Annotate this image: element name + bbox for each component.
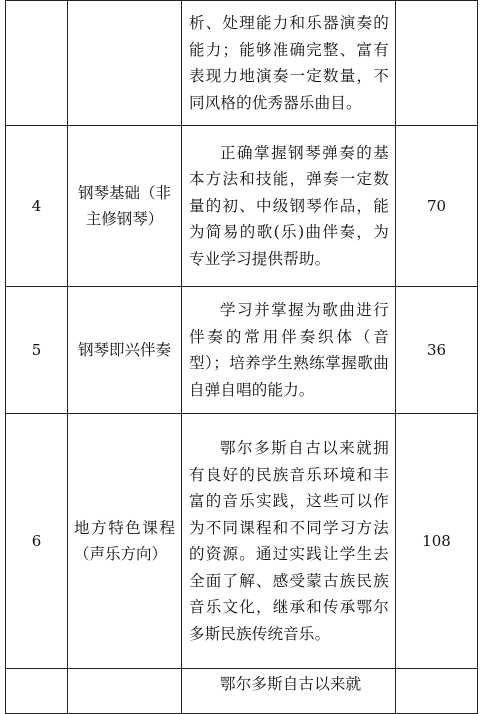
cell-course-description (182, 414, 396, 669)
cell-number (6, 1, 68, 126)
cell-hours (396, 287, 478, 414)
table-row (6, 287, 478, 414)
cell-course-name (68, 669, 182, 714)
cell-course-description (182, 126, 396, 287)
course-description (182, 295, 395, 405)
course-description (182, 669, 395, 700)
cell-number (6, 669, 68, 714)
cell-number (6, 287, 68, 414)
cell-course-description (182, 287, 396, 414)
course-hours: 108 (422, 532, 451, 550)
course-number: 5 (31, 341, 42, 359)
table-row (6, 126, 478, 287)
cell-hours (396, 126, 478, 287)
cell-hours (396, 669, 478, 714)
course-table (5, 0, 478, 714)
cell-number (6, 414, 68, 669)
course-number: 4 (31, 197, 42, 215)
course-description (182, 433, 395, 649)
cell-course-description (182, 1, 396, 126)
cell-course-name (68, 414, 182, 669)
cell-number (6, 126, 68, 287)
course-name: 地方特色课程（声乐方向） (74, 519, 175, 563)
description-paragraph: 鄂尔多斯自古以来就 (220, 675, 362, 693)
course-number: 6 (31, 532, 42, 550)
description-paragraph: 鄂尔多斯自古以来就拥有良好的民族音乐环境和丰富的音乐实践，这些可以作为不同课程和不同学习方法的资源。通过实践让学生去全面了解、感受蒙古族民族音乐文化，继承和传承鄂尔多斯民族传统音乐。 (189, 439, 389, 643)
description-paragraph: 正确掌握钢琴弹奏的基本方法和技能，弹奏一定数量的初、中级钢琴作品，能为简易的歌(乐)曲伴奏，为专业学习提供帮助。 (189, 143, 389, 268)
table-row (6, 414, 478, 669)
cell-hours (396, 1, 478, 126)
course-hours: 70 (426, 197, 447, 215)
cell-hours (396, 414, 478, 669)
cell-course-name (68, 126, 182, 287)
course-hours: 36 (426, 341, 447, 359)
table-row (6, 669, 478, 714)
table-row (6, 1, 478, 126)
cell-course-name (68, 287, 182, 414)
description-paragraph: 学习并掌握为歌曲进行伴奏的常用伴奏织体（音型）；培养学生熟练掌握歌曲自弹自唱的能力。 (189, 301, 389, 399)
course-description (182, 138, 395, 275)
cell-course-name (68, 1, 182, 126)
course-name: 钢琴即兴伴奏 (77, 341, 171, 359)
course-description (182, 8, 395, 118)
cell-course-description (182, 669, 396, 714)
course-name: 钢琴基础（非主修钢琴） (77, 184, 171, 228)
description-continuation: 析、处理能力和乐器演奏的能力；能够准确完整、富有表现力地演奏一定数量，不同风格的优秀器乐曲目。 (189, 14, 389, 112)
